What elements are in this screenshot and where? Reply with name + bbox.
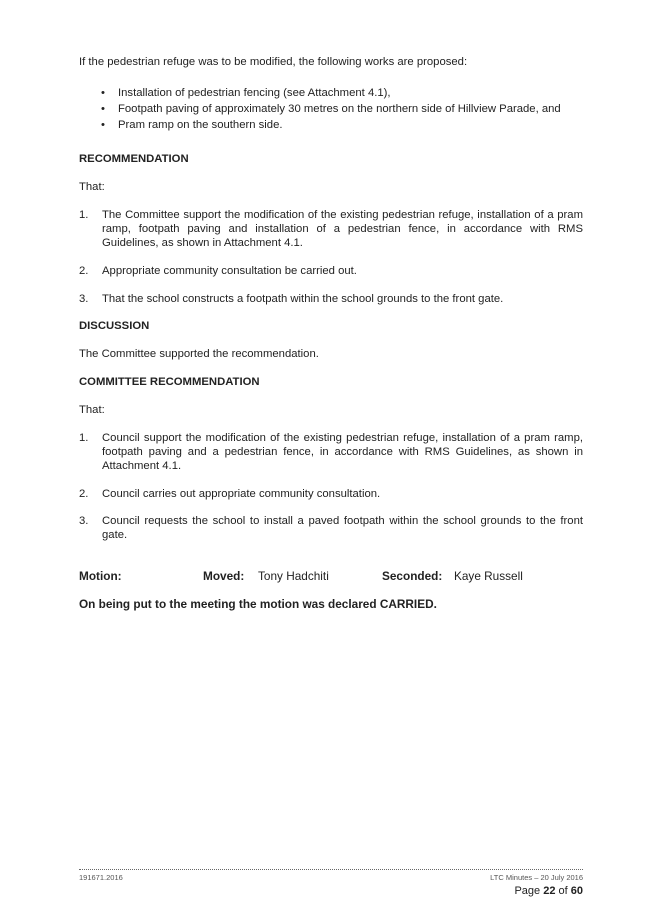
recommendation-heading: RECOMMENDATION <box>79 153 189 165</box>
footer-divider <box>79 869 583 870</box>
discussion-heading: DISCUSSION <box>79 320 150 332</box>
document-title: LTC Minutes – 20 July 2016 <box>490 873 583 882</box>
list-item: 3. That the school constructs a footpath within the school grounds to the front gate. <box>79 293 504 305</box>
motion-row <box>79 569 583 585</box>
recommendation-that: That: <box>79 181 105 193</box>
list-item: 1. The Committee support the modification of the existing pedestrian refuge, installation of a pram ramp, footpath paving and installation of a pedestrian fence, in accordance with RMS Guidelines, as shown in Attachment 4.1. <box>79 209 583 249</box>
motion-label: Motion: <box>79 569 122 583</box>
list-item: • Pram ramp on the southern side. <box>101 119 283 131</box>
discussion-text: The Committee supported the recommendation. <box>79 348 319 360</box>
committee-recommendation-list-item-3 <box>79 514 583 542</box>
seconded-label: Seconded: <box>382 569 443 583</box>
intro-paragraph: If the pedestrian refuge was to be modified, the following works are proposed: <box>79 56 468 68</box>
recommendation-list-item-2 <box>79 264 583 278</box>
committee-recommendation-heading: COMMITTEE RECOMMENDATION <box>79 376 260 388</box>
committee-recommendation-list-item-2 <box>79 487 583 501</box>
list-item: 2. Council carries out appropriate community consultation. <box>79 488 381 500</box>
recommendation-list-item-3 <box>79 292 583 306</box>
motion-outcome: On being put to the meeting the motion was declared CARRIED. <box>79 597 437 611</box>
list-item: 1. Council support the modification of the existing pedestrian refuge, installation of a pram ramp, footpath paving and a pedestrian fence, in accordance with RMS Guidelines, as shown in Attachment 4.1. <box>79 432 583 472</box>
seconded-name: Kaye Russell <box>454 569 523 583</box>
list-item: 3. Council requests the school to install a paved footpath within the school grounds to the front gate. <box>79 515 583 541</box>
bullet-icon: • <box>101 119 105 131</box>
committee-recommendation-list <box>79 431 583 473</box>
list-item: • Footpath paving of approximately 30 metres on the northern side of Hillview Parade, and <box>101 103 561 115</box>
committee-recommendation-that: That: <box>79 404 105 416</box>
proposed-works-list <box>79 86 583 134</box>
document-reference: 191671.2016 <box>79 873 123 882</box>
moved-label: Moved: <box>203 569 245 583</box>
list-item: • Installation of pedestrian fencing (see Attachment 4.1), <box>101 87 391 99</box>
list-item: 2. Appropriate community consultation be carried out. <box>79 265 357 277</box>
page-footer <box>79 869 583 897</box>
bullet-icon: • <box>101 87 105 99</box>
moved-name: Tony Hadchiti <box>258 569 329 583</box>
page-number: Page 22 of 60 <box>514 885 583 897</box>
bullet-icon: • <box>101 103 105 115</box>
recommendation-list <box>79 208 583 250</box>
